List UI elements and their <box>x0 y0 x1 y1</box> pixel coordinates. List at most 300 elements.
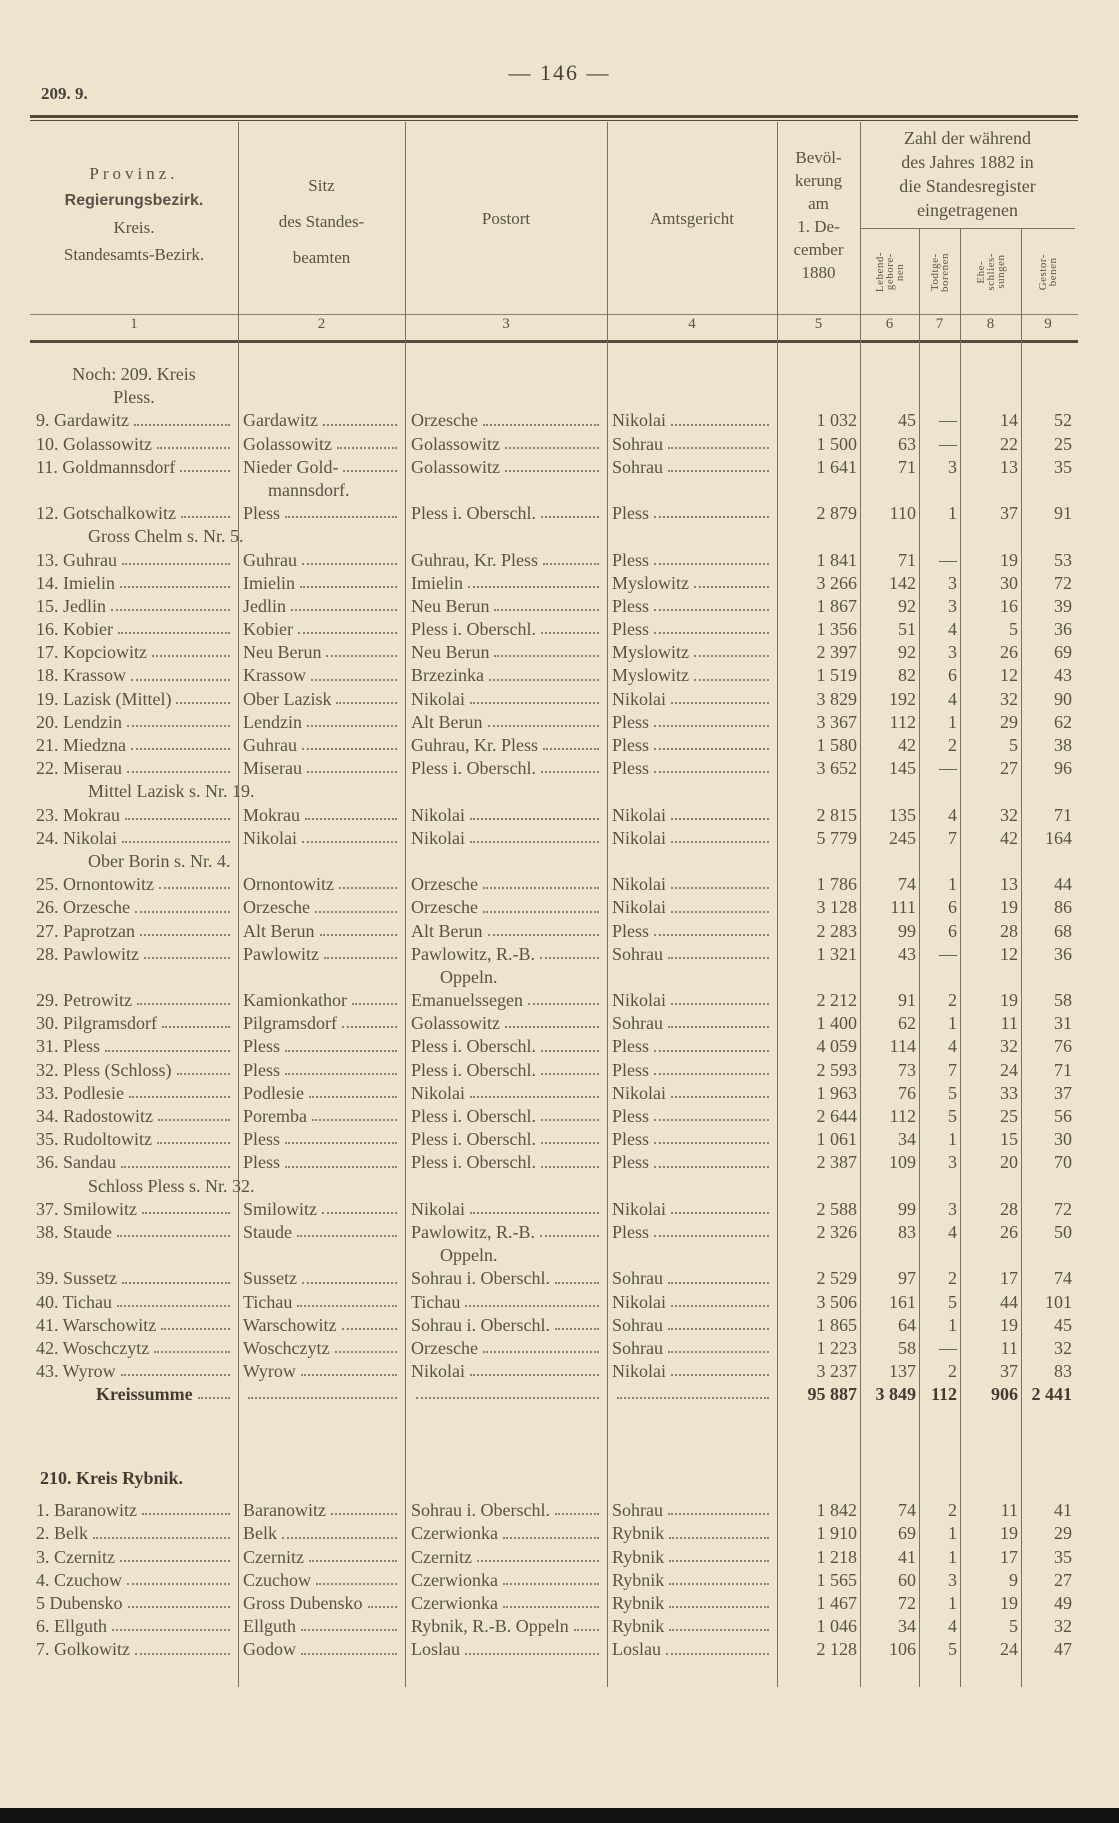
column-number: 3 <box>502 316 510 332</box>
district-court <box>612 1592 775 1615</box>
population-1880: 3 367 <box>816 711 857 732</box>
district-court-text: Rybnik <box>612 1592 665 1613</box>
post-office-text: Sohrau i. Oberschl. <box>411 1500 550 1521</box>
dot-leader <box>671 1360 769 1376</box>
live-births: 137 <box>889 1361 916 1382</box>
post-office <box>411 595 605 618</box>
population-1880: 2 212 <box>816 990 857 1011</box>
district-name <box>36 1360 236 1383</box>
dot-leader <box>666 1638 769 1654</box>
registrar-seat <box>243 1360 403 1383</box>
dot-leader <box>654 1059 769 1075</box>
stillbirths: 1 <box>948 1314 957 1335</box>
live-births: 71 <box>898 549 916 570</box>
dot-leader <box>671 1198 769 1214</box>
live-births: 73 <box>898 1059 916 1080</box>
post-office <box>411 1128 605 1151</box>
population-1880: 1 580 <box>816 735 857 755</box>
dot-leader <box>669 1592 769 1608</box>
stillbirths: 7 <box>948 827 957 848</box>
dot-leader <box>331 1499 397 1515</box>
marriages: 20 <box>1000 1152 1018 1173</box>
dot-leader <box>503 1569 599 1585</box>
post-office-text: Pawlowitz, R.-B. <box>411 1221 535 1242</box>
district-court <box>612 1012 775 1035</box>
post-office <box>411 989 605 1012</box>
dot-leader <box>131 664 230 680</box>
dot-leader <box>337 433 397 449</box>
post-office <box>411 1569 605 1592</box>
registrar-seat <box>243 943 403 966</box>
post-office <box>411 1012 605 1035</box>
dot-leader <box>668 433 769 449</box>
post-office <box>411 1291 605 1314</box>
post-office-text: Alt Berun <box>411 920 483 941</box>
marriages: 32 <box>1000 688 1018 709</box>
district-name-text: 22. Miserau <box>36 758 122 779</box>
table-row <box>0 1546 1119 1569</box>
post-office <box>411 1638 605 1661</box>
stillbirths: 2 <box>948 1500 957 1521</box>
district-name-text: 43. Wyrow <box>36 1361 116 1382</box>
registrar-seat <box>243 549 403 572</box>
live-births: 76 <box>898 1082 916 1103</box>
post-office <box>411 1035 605 1058</box>
district-name-text: 14. Imielin <box>36 572 115 593</box>
live-births: 74 <box>898 874 916 895</box>
post-office <box>411 502 605 525</box>
stillbirths: 2 <box>948 990 957 1011</box>
dot-leader <box>541 1035 599 1051</box>
registrar-seat-text: Neu Berun <box>243 642 322 663</box>
marriages: 19 <box>1000 990 1018 1011</box>
table-row <box>0 1012 1119 1035</box>
dot-leader <box>694 664 769 680</box>
district-name <box>36 1082 236 1105</box>
live-births: 72 <box>898 1592 916 1613</box>
population-1880: 1 032 <box>816 410 857 431</box>
live-births: 64 <box>898 1314 916 1335</box>
registrar-seat-text: Godow <box>243 1639 296 1660</box>
table-row <box>0 1592 1119 1615</box>
deaths: 62 <box>1054 711 1072 732</box>
district-name <box>36 1198 236 1221</box>
district-court-text: Nikolai <box>612 1291 666 1312</box>
stillbirths: 2 <box>948 735 957 755</box>
dot-leader <box>505 456 599 472</box>
header-eheschliessungen <box>960 232 1021 312</box>
dot-leader <box>505 1012 599 1028</box>
deaths: 35 <box>1054 1546 1072 1567</box>
marriages: 32 <box>1000 804 1018 825</box>
district-name <box>36 456 236 479</box>
dot-leader <box>198 1383 230 1399</box>
dot-leader <box>342 1314 397 1330</box>
dot-leader <box>470 827 599 843</box>
population-1880: 1 519 <box>816 665 857 686</box>
spacer-row <box>0 1406 1119 1429</box>
deaths: 76 <box>1054 1036 1072 1057</box>
registrar-seat <box>243 572 403 595</box>
cross-reference-row <box>0 525 1119 548</box>
post-office <box>411 1592 605 1615</box>
registrar-seat <box>243 1267 403 1290</box>
post-office-text: Orzesche <box>411 410 478 431</box>
marriages: 28 <box>1000 1198 1018 1219</box>
post-office-text: Guhrau, Kr. Pless <box>411 735 538 755</box>
live-births: 111 <box>890 897 916 918</box>
live-births: 51 <box>898 619 916 640</box>
stillbirths: — <box>939 410 957 431</box>
district-court <box>612 549 775 572</box>
dot-leader <box>654 1105 769 1121</box>
table-row <box>0 1128 1119 1151</box>
dot-leader <box>654 711 769 727</box>
post-office-text: Sohrau i. Oberschl. <box>411 1314 550 1335</box>
post-office-text: Neu Berun <box>411 595 490 616</box>
deaths: 39 <box>1054 595 1072 616</box>
post-office-text: Pless i. Oberschl. <box>411 1036 536 1057</box>
registrar-seat-continuation: mannsdorf. <box>268 479 350 500</box>
dot-leader <box>540 1221 599 1237</box>
deaths: 43 <box>1054 665 1072 686</box>
dot-leader <box>671 873 769 889</box>
district-name-text: 20. Lendzin <box>36 711 122 732</box>
district-court-text: Nikolai <box>612 1361 666 1382</box>
dot-leader <box>311 664 397 680</box>
registrar-seat <box>243 409 403 432</box>
district-name-text: 39. Sussetz <box>36 1268 117 1289</box>
district-court-text: Loslau <box>612 1639 661 1660</box>
registrar-seat-text: Guhrau <box>243 549 297 570</box>
live-births: 43 <box>898 943 916 964</box>
district-court-text: Rybnik <box>612 1569 665 1590</box>
district-name-text: 4. Czuchow <box>36 1569 122 1590</box>
population-1880: 4 059 <box>816 1036 857 1057</box>
deaths: 36 <box>1054 619 1072 640</box>
district-name-text: 2. Belk <box>36 1523 88 1544</box>
post-office-text: Neu Berun <box>411 642 490 663</box>
stillbirths: 3 <box>948 595 957 616</box>
dot-leader <box>671 896 769 912</box>
post-office <box>411 1314 605 1337</box>
dot-leader <box>671 688 769 704</box>
dot-leader <box>483 873 599 889</box>
dot-leader <box>465 1291 599 1307</box>
district-name <box>36 989 236 1012</box>
dot-leader <box>669 1615 769 1631</box>
district-court-text: Sohrau <box>612 456 663 477</box>
table-row <box>0 1221 1119 1244</box>
marriages: 12 <box>1000 665 1018 686</box>
district-name-text: 35. Rudoltowitz <box>36 1129 152 1150</box>
marriages: 19 <box>1000 897 1018 918</box>
dot-leader <box>668 1314 769 1330</box>
district-court-text: Nikolai <box>612 1198 666 1219</box>
deaths: 164 <box>1045 827 1072 848</box>
district-court <box>612 1267 775 1290</box>
district-court-text: Pless <box>612 595 650 616</box>
dot-leader <box>668 1267 769 1283</box>
heading-text: Pless. <box>113 387 155 408</box>
dot-leader <box>654 920 769 936</box>
district-name <box>36 920 236 943</box>
post-office-text: Loslau <box>411 1639 460 1660</box>
live-births: 45 <box>898 410 916 431</box>
dot-leader <box>654 757 769 773</box>
dot-leader <box>541 618 599 634</box>
header-amtsgericht: Amtsgericht <box>649 209 735 228</box>
district-name <box>36 1592 236 1615</box>
district-name <box>36 1569 236 1592</box>
population-1880: 2 387 <box>816 1152 857 1173</box>
population-1880: 1 963 <box>816 1082 857 1103</box>
registrar-seat-text: Nieder Gold- <box>243 456 339 477</box>
marriages: 19 <box>1000 1314 1018 1335</box>
dot-leader <box>494 595 599 611</box>
total-label <box>36 1383 236 1406</box>
district-court <box>612 1522 775 1545</box>
dot-leader <box>309 1082 397 1098</box>
dot-leader <box>157 433 230 449</box>
post-office-text: Sohrau i. Oberschl. <box>411 1268 550 1289</box>
population-1880: 2 283 <box>816 920 857 941</box>
population-1880: 3 237 <box>816 1361 857 1382</box>
registrar-seat-text: Sussetz <box>243 1268 297 1289</box>
registrar-seat <box>243 989 403 1012</box>
stillbirths: — <box>939 549 957 570</box>
population-1880: 1 061 <box>816 1129 857 1150</box>
registrar-seat-text: Poremba <box>243 1106 307 1126</box>
stillbirths: 1 <box>948 503 957 524</box>
district-court <box>612 1105 775 1128</box>
deaths: 36 <box>1054 943 1072 964</box>
header-lebendgeborene-text: Lebend- gebore- nen <box>873 251 906 293</box>
dot-leader <box>291 595 397 611</box>
post-office <box>411 1615 605 1638</box>
registrar-seat-text: Lendzin <box>243 711 302 732</box>
district-name <box>36 1615 236 1638</box>
header-todtgeborene <box>919 232 960 312</box>
dot-leader <box>555 1314 599 1330</box>
marriages: 27 <box>1000 758 1018 779</box>
deaths: 29 <box>1054 1523 1072 1544</box>
header-bottom-rule <box>30 340 1078 343</box>
dot-leader <box>121 1360 230 1376</box>
continuation-row <box>0 479 1119 502</box>
district-court <box>612 1291 775 1314</box>
district-name-text: 42. Woschczytz <box>36 1337 150 1358</box>
post-office <box>411 1082 605 1105</box>
column-number: 1 <box>130 316 138 332</box>
district-name-text: 6. Ellguth <box>36 1616 107 1637</box>
deaths: 31 <box>1054 1013 1072 1034</box>
dot-leader <box>131 734 230 750</box>
dot-leader <box>180 456 230 472</box>
dot-leader <box>654 549 769 565</box>
stillbirths: 5 <box>948 1291 957 1312</box>
district-name <box>36 502 236 525</box>
dot-leader <box>352 989 397 1005</box>
registrar-seat-text: Podlesie <box>243 1082 304 1103</box>
district-court <box>612 1499 775 1522</box>
dot-leader <box>301 1360 397 1376</box>
dot-leader <box>671 1291 769 1307</box>
dot-leader <box>105 1035 230 1051</box>
table-row <box>0 1082 1119 1105</box>
district-court-text: Pless <box>612 1106 650 1126</box>
header-provinz: Provinz. <box>89 164 179 183</box>
deaths: 32 <box>1054 1616 1072 1637</box>
dot-leader <box>671 827 769 843</box>
total-stillbirths: 112 <box>930 1384 957 1405</box>
marriages: 13 <box>1000 456 1018 477</box>
dot-leader <box>489 664 599 680</box>
district-name-text: 11. Goldmannsdorf <box>36 456 176 477</box>
district-name <box>36 1546 236 1569</box>
post-office-continuation: Oppeln. <box>440 966 498 987</box>
registrar-seat-text: Guhrau <box>243 735 297 755</box>
registrar-seat-text: Ornontowitz <box>243 874 334 895</box>
registrar-seat-text: Miserau <box>243 758 302 779</box>
live-births: 92 <box>898 642 916 663</box>
dot-leader <box>668 1337 769 1353</box>
live-births: 110 <box>889 503 916 524</box>
continuation-row <box>0 1244 1119 1267</box>
post-office <box>411 757 605 780</box>
registrar-seat <box>243 618 403 641</box>
registrar-seat-text: Gardawitz <box>243 410 318 431</box>
table-row <box>0 1569 1119 1592</box>
deaths: 83 <box>1054 1361 1072 1382</box>
registrar-seat-text: Ellguth <box>243 1616 296 1637</box>
stillbirths: 4 <box>948 619 957 640</box>
header-bevoelkerung: Bevöl- kerung am 1. De- cember 1880 <box>793 148 844 282</box>
header-kreis: Kreis. <box>113 218 155 237</box>
marriages: 25 <box>1000 1106 1018 1126</box>
column-number: 4 <box>688 316 696 332</box>
post-office-text: Orzesche <box>411 874 478 895</box>
table-row <box>0 433 1119 456</box>
population-1880: 1 565 <box>816 1569 857 1590</box>
district-name-text: 28. Pawlowitz <box>36 943 139 964</box>
dot-leader <box>127 1569 230 1585</box>
table-row <box>0 1267 1119 1290</box>
dot-leader <box>483 409 599 425</box>
page-number: — 146 — <box>508 60 611 85</box>
district-court-text: Sohrau <box>612 433 663 454</box>
dot-leader <box>302 734 397 750</box>
population-1880: 5 779 <box>816 827 857 848</box>
dot-leader <box>285 1128 397 1144</box>
dot-leader <box>135 1638 230 1654</box>
stillbirths: 4 <box>948 1616 957 1637</box>
dot-leader <box>477 1546 599 1562</box>
marriages: 24 <box>1000 1059 1018 1080</box>
district-name <box>36 1105 236 1128</box>
district-court-text: Sohrau <box>612 943 663 964</box>
district-court <box>612 734 775 757</box>
district-court <box>612 618 775 641</box>
dot-leader <box>162 1012 230 1028</box>
stillbirths: 1 <box>948 1013 957 1034</box>
district-name-text: 24. Nikolai <box>36 827 117 848</box>
dot-leader <box>669 1569 769 1585</box>
total-population-1880: 95 887 <box>807 1384 857 1405</box>
post-office-text: Czernitz <box>411 1546 472 1567</box>
population-1880: 3 652 <box>816 758 857 779</box>
marriages: 11 <box>1000 1337 1018 1358</box>
post-office <box>411 827 605 850</box>
district-name-text: 7. Golkowitz <box>36 1639 130 1660</box>
district-name <box>36 1059 236 1082</box>
dot-leader <box>668 456 769 472</box>
registrar-seat <box>243 1522 403 1545</box>
post-office <box>411 456 605 479</box>
heading-text: 210. Kreis Rybnik. <box>40 1467 184 1488</box>
district-court-text: Nikolai <box>612 897 666 918</box>
stillbirths: 2 <box>948 1361 957 1382</box>
dot-leader <box>411 1383 605 1406</box>
registrar-seat <box>243 641 403 664</box>
post-office-text: Tichau <box>411 1291 461 1312</box>
post-office-text: Rybnik, R.-B. Oppeln <box>411 1616 569 1637</box>
registrar-seat <box>243 502 403 525</box>
post-office-text: Guhrau, Kr. Pless <box>411 549 538 570</box>
district-court-text: Pless <box>612 920 650 941</box>
live-births: 114 <box>889 1036 916 1057</box>
registrar-seat <box>243 1059 403 1082</box>
post-office <box>411 1198 605 1221</box>
registrar-seat <box>243 920 403 943</box>
marriages: 5 <box>1009 735 1018 755</box>
stillbirths: 6 <box>948 665 957 686</box>
stillbirths: 2 <box>948 1268 957 1289</box>
population-1880: 2 128 <box>816 1639 857 1660</box>
registrar-seat-text: Alt Berun <box>243 920 315 941</box>
marriages: 33 <box>1000 1082 1018 1103</box>
district-court <box>612 572 775 595</box>
dot-leader <box>654 595 769 611</box>
dot-leader <box>470 804 599 820</box>
table-row <box>0 989 1119 1012</box>
dot-leader <box>320 920 398 936</box>
marriages: 37 <box>1000 1361 1018 1382</box>
registrar-seat <box>243 1035 403 1058</box>
stillbirths: 3 <box>948 642 957 663</box>
dot-leader <box>617 1383 769 1399</box>
registrar-seat <box>243 1569 403 1592</box>
live-births: 161 <box>889 1291 916 1312</box>
post-office <box>411 664 605 687</box>
deaths: 96 <box>1054 758 1072 779</box>
table-row <box>0 827 1119 850</box>
stillbirths: — <box>939 943 957 964</box>
dot-leader <box>541 1059 599 1075</box>
district-name-text: 19. Lazisk (Mittel) <box>36 688 172 709</box>
post-office <box>411 641 605 664</box>
heading-text: Noch: 209. Kreis <box>72 364 196 384</box>
registrar-seat-text: Kobier <box>243 619 293 640</box>
marriages: 17 <box>1000 1546 1018 1567</box>
dot-leader <box>181 502 230 518</box>
dot-leader <box>465 1638 599 1654</box>
table-row <box>0 572 1119 595</box>
registrar-seat <box>243 734 403 757</box>
dot-leader <box>541 1151 599 1167</box>
post-office <box>411 1151 605 1174</box>
registrar-seat <box>243 827 403 850</box>
